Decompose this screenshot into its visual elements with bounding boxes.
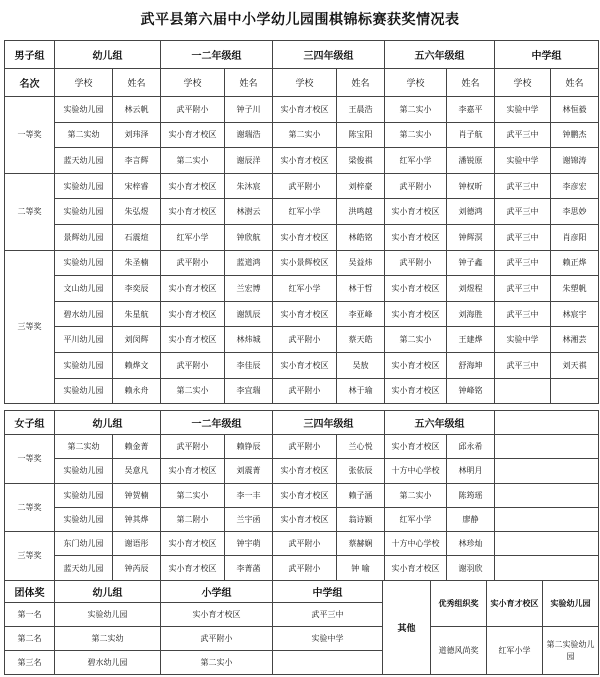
- name-cell: 钟权昕: [447, 173, 495, 199]
- school-cell: 实验幼儿园: [55, 507, 113, 531]
- other-header: 实验幼儿园: [543, 581, 599, 627]
- school-cell: 武平三中: [495, 276, 551, 302]
- name-cell: 宋梓睿: [113, 173, 161, 199]
- name-cell: 钟芮辰: [113, 556, 161, 580]
- name-cell: 谢羽欣: [447, 556, 495, 580]
- school-cell: 红军小学: [385, 148, 447, 174]
- school-cell: 实验幼儿园: [55, 199, 113, 225]
- name-cell: 刘闵辉: [113, 327, 161, 353]
- school-cell: 实小育才校区: [273, 507, 337, 531]
- name-cell: 钟峰铭: [447, 378, 495, 404]
- other-value: 第二实验幼儿园: [543, 627, 599, 675]
- school-cell: 实小育才校区: [161, 173, 225, 199]
- empty-cell: [495, 532, 599, 556]
- name-cell: 赖永舟: [113, 378, 161, 404]
- prize-row: [5, 301, 599, 327]
- name-cell: 朱圣楠: [113, 250, 161, 276]
- prize-row: [5, 224, 599, 250]
- name-cell: 李亚峰: [337, 301, 385, 327]
- school-cell: 景辉幼儿园: [55, 224, 113, 250]
- school-cell: 实小育才校区: [273, 148, 337, 174]
- school-cell: 实小育才校区: [161, 122, 225, 148]
- name-cell: 吴敖: [337, 352, 385, 378]
- female-group-header: 一二年级组: [161, 411, 273, 435]
- school-cell: 实验幼儿园: [55, 250, 113, 276]
- team-cell: 实验幼儿园: [55, 603, 161, 627]
- empty-cell: [495, 556, 599, 580]
- school-cell: 实验中学: [495, 148, 551, 174]
- male-group-row: [5, 41, 599, 69]
- prize-label: 一等奖: [5, 435, 55, 484]
- name-cell: 谢锦涛: [551, 148, 599, 174]
- prize-row: [5, 199, 599, 225]
- name-cell: 钟宇萌: [225, 532, 273, 556]
- school-cell: 武平附小: [273, 173, 337, 199]
- school-label: 学校: [495, 69, 551, 97]
- empty-cell: [495, 411, 599, 435]
- female-group-header: 五六年级组: [385, 411, 495, 435]
- empty-cell: [495, 435, 599, 459]
- prize-row: [5, 97, 599, 123]
- school-cell: 实小育才校区: [273, 224, 337, 250]
- school-cell: 实小育才校区: [161, 532, 225, 556]
- name-cell: 梁俊祺: [337, 148, 385, 174]
- team-cell: 第二实幼: [55, 627, 161, 651]
- name-cell: 钟子川: [225, 97, 273, 123]
- other-header: 优秀组织奖: [431, 581, 487, 627]
- school-cell: 武平附小: [273, 435, 337, 459]
- name-cell: 林明月: [447, 459, 495, 483]
- name-cell: 钟贺楠: [113, 483, 161, 507]
- name-cell: 谢瑞浩: [225, 122, 273, 148]
- name-cell: 李思妙: [551, 199, 599, 225]
- team-table: [4, 580, 599, 675]
- name-cell: 林于瑜: [337, 378, 385, 404]
- school-cell: 武平附小: [273, 378, 337, 404]
- school-cell: 武平三中: [495, 250, 551, 276]
- name-cell: 朱弘煜: [113, 199, 161, 225]
- name-cell: 林澍云: [225, 199, 273, 225]
- prize-label: 三等奖: [5, 250, 55, 404]
- female-section-label: 女子组: [5, 411, 55, 435]
- school-cell: 实小育才校区: [385, 352, 447, 378]
- team-group-header: 幼儿组: [55, 581, 161, 603]
- name-cell: 刘梓豪: [337, 173, 385, 199]
- school-cell: 武平三中: [495, 301, 551, 327]
- team-section-label: 团体奖: [5, 581, 55, 603]
- school-cell: 实小育才校区: [385, 556, 447, 580]
- name-cell: 朱塑帆: [551, 276, 599, 302]
- school-cell: 第二实小: [385, 122, 447, 148]
- team-group-header: 中学组: [273, 581, 383, 603]
- name-cell: 吴益炜: [337, 250, 385, 276]
- name-cell: 钟欣航: [225, 224, 273, 250]
- school-cell: 文山幼儿园: [55, 276, 113, 302]
- team-cell: [273, 651, 383, 675]
- school-cell: 实小育才校区: [161, 199, 225, 225]
- other-value: 道德风尚奖: [431, 627, 487, 675]
- school-cell: 红军小学: [385, 507, 447, 531]
- school-cell: 实验幼儿园: [55, 173, 113, 199]
- team-cell: 武平附小: [161, 627, 273, 651]
- other-label: 其他: [383, 581, 431, 675]
- name-label: 姓名: [551, 69, 599, 97]
- name-cell: 谢辰洋: [225, 148, 273, 174]
- school-cell: 第二实幼: [55, 435, 113, 459]
- team-cell: 实小育才校区: [161, 603, 273, 627]
- school-cell: [495, 378, 551, 404]
- rank-label: 名次: [5, 69, 55, 97]
- name-cell: 林炜城: [225, 327, 273, 353]
- name-cell: 李嘉平: [447, 97, 495, 123]
- school-cell: 实小景辉校区: [273, 250, 337, 276]
- school-cell: 武平附小: [273, 327, 337, 353]
- male-group-header: 三四年级组: [273, 41, 385, 69]
- school-cell: 实小育才校区: [161, 301, 225, 327]
- team-cell: 武平三中: [273, 603, 383, 627]
- school-cell: 实小育才校区: [385, 199, 447, 225]
- name-cell: 刘海胜: [447, 301, 495, 327]
- name-cell: 李佳辰: [225, 352, 273, 378]
- name-cell: 林恒毅: [551, 97, 599, 123]
- school-cell: 实验中学: [495, 97, 551, 123]
- name-cell: 廖静: [447, 507, 495, 531]
- name-cell: 钟 喻: [337, 556, 385, 580]
- school-cell: 实验中学: [495, 327, 551, 353]
- prize-label: 二等奖: [5, 483, 55, 532]
- name-cell: 洪鸣越: [337, 199, 385, 225]
- male-section-label: 男子组: [5, 41, 55, 69]
- school-cell: 实验幼儿园: [55, 97, 113, 123]
- name-cell: 蔡天皓: [337, 327, 385, 353]
- prize-row: [5, 459, 599, 483]
- school-cell: 平川幼儿园: [55, 327, 113, 353]
- school-label: 学校: [385, 69, 447, 97]
- school-cell: 第二附小: [161, 507, 225, 531]
- school-cell: 实小育才校区: [385, 301, 447, 327]
- empty-cell: [495, 507, 599, 531]
- school-cell: 第二实小: [161, 378, 225, 404]
- name-label: 姓名: [113, 69, 161, 97]
- school-label: 学校: [55, 69, 113, 97]
- name-cell: 钟辉溟: [447, 224, 495, 250]
- prize-row: [5, 483, 599, 507]
- name-cell: 朱星航: [113, 301, 161, 327]
- male-group-header: 一二年级组: [161, 41, 273, 69]
- team-rank: 第三名: [5, 651, 55, 675]
- prize-row: [5, 507, 599, 531]
- female-group-header: 幼儿组: [55, 411, 161, 435]
- team-cell: 第二实小: [161, 651, 273, 675]
- school-cell: 实验幼儿园: [55, 378, 113, 404]
- school-cell: 武平附小: [273, 556, 337, 580]
- school-cell: 蓝天幼儿园: [55, 148, 113, 174]
- school-cell: 实小育才校区: [385, 378, 447, 404]
- name-cell: 刘天祺: [551, 352, 599, 378]
- female-group-header: 三四年级组: [273, 411, 385, 435]
- female-group-row: [5, 411, 599, 435]
- school-cell: 实验幼儿园: [55, 483, 113, 507]
- school-cell: 实小育才校区: [273, 97, 337, 123]
- prize-label: 一等奖: [5, 97, 55, 174]
- name-cell: 钟子鑫: [447, 250, 495, 276]
- school-cell: 实小育才校区: [273, 459, 337, 483]
- prize-row: [5, 173, 599, 199]
- name-cell: 林珍灿: [447, 532, 495, 556]
- name-cell: 谢语彤: [113, 532, 161, 556]
- other-value: 红军小学: [487, 627, 543, 675]
- prize-row: [5, 148, 599, 174]
- school-cell: 武平附小: [161, 97, 225, 123]
- name-cell: 肖子航: [447, 122, 495, 148]
- team-header-row: [5, 581, 599, 603]
- prize-row: [5, 122, 599, 148]
- name-cell: 蔡赫娴: [337, 532, 385, 556]
- school-cell: 实小育才校区: [161, 327, 225, 353]
- name-cell: 王建烨: [447, 327, 495, 353]
- school-label: 学校: [273, 69, 337, 97]
- female-table: [4, 410, 599, 581]
- name-cell: 陈宝阳: [337, 122, 385, 148]
- name-label: 姓名: [447, 69, 495, 97]
- school-cell: 武平三中: [495, 224, 551, 250]
- school-cell: 武平三中: [495, 122, 551, 148]
- school-cell: 实小育才校区: [161, 459, 225, 483]
- name-cell: 蓝道鸿: [225, 250, 273, 276]
- school-cell: 红军小学: [273, 199, 337, 225]
- school-cell: 实小育才校区: [385, 435, 447, 459]
- team-group-header: 小学组: [161, 581, 273, 603]
- team-rank: 第一名: [5, 603, 55, 627]
- school-cell: 武平三中: [495, 199, 551, 225]
- school-cell: 实小育才校区: [161, 276, 225, 302]
- name-cell: 肖彦阳: [551, 224, 599, 250]
- male-group-header: 五六年级组: [385, 41, 495, 69]
- name-cell: 赖铮辰: [225, 435, 273, 459]
- name-cell: 林云帆: [113, 97, 161, 123]
- team-rank: 第二名: [5, 627, 55, 651]
- empty-cell: [495, 483, 599, 507]
- name-label: 姓名: [225, 69, 273, 97]
- school-cell: 十方中心学校: [385, 459, 447, 483]
- name-cell: 钟其烨: [113, 507, 161, 531]
- name-cell: 潘锐原: [447, 148, 495, 174]
- school-cell: 武平附小: [161, 250, 225, 276]
- school-cell: 红军小学: [273, 276, 337, 302]
- school-cell: 实小育才校区: [273, 301, 337, 327]
- female-body: [5, 435, 599, 581]
- school-cell: 实验幼儿园: [55, 459, 113, 483]
- school-cell: 第二实小: [161, 148, 225, 174]
- name-cell: 兰宇函: [225, 507, 273, 531]
- male-subheader-row: [5, 69, 599, 97]
- school-cell: 实小育才校区: [161, 556, 225, 580]
- page-title: 武平县第六届中小学幼儿园围棋锦标赛获奖情况表: [140, 12, 460, 28]
- school-cell: 实小育才校区: [273, 483, 337, 507]
- name-cell: 赖正烨: [551, 250, 599, 276]
- male-group-header: 中学组: [495, 41, 599, 69]
- name-cell: 刘德鸿: [447, 199, 495, 225]
- name-cell: 林宸宇: [551, 301, 599, 327]
- name-cell: 石震煊: [113, 224, 161, 250]
- school-cell: 武平三中: [495, 352, 551, 378]
- school-cell: 碧水幼儿园: [55, 301, 113, 327]
- school-cell: 第二实小: [385, 327, 447, 353]
- school-cell: 第二实幼: [55, 122, 113, 148]
- school-cell: 武平附小: [273, 532, 337, 556]
- name-cell: 李彦宏: [551, 173, 599, 199]
- name-cell: 邱永希: [447, 435, 495, 459]
- name-cell: 刘玮泽: [113, 122, 161, 148]
- name-cell: 赖金菁: [113, 435, 161, 459]
- name-cell: 李一丰: [225, 483, 273, 507]
- name-cell: 李宜瑞: [225, 378, 273, 404]
- name-cell: 陈筠瑶: [447, 483, 495, 507]
- prize-row: [5, 352, 599, 378]
- prize-row: [5, 435, 599, 459]
- prize-row: [5, 556, 599, 580]
- male-table: [4, 40, 599, 404]
- prize-row: [5, 327, 599, 353]
- name-cell: 李奕辰: [113, 276, 161, 302]
- name-cell: 谢凯辰: [225, 301, 273, 327]
- school-cell: 武平附小: [385, 250, 447, 276]
- team-row: [5, 627, 599, 651]
- name-cell: 张依辰: [337, 459, 385, 483]
- prize-row: [5, 276, 599, 302]
- school-cell: 实验幼儿园: [55, 352, 113, 378]
- name-cell: 翁诗颖: [337, 507, 385, 531]
- name-label: 姓名: [337, 69, 385, 97]
- school-cell: 蓝天幼儿园: [55, 556, 113, 580]
- name-cell: 舒海坤: [447, 352, 495, 378]
- school-cell: 武平三中: [495, 173, 551, 199]
- school-cell: 第二实小: [161, 483, 225, 507]
- name-cell: 林湘芸: [551, 327, 599, 353]
- name-cell: 吴意凡: [113, 459, 161, 483]
- name-cell: [551, 378, 599, 404]
- name-cell: 兰心悦: [337, 435, 385, 459]
- school-cell: 实小育才校区: [273, 352, 337, 378]
- school-label: 学校: [161, 69, 225, 97]
- school-cell: 武平附小: [161, 435, 225, 459]
- name-cell: 兰宏博: [225, 276, 273, 302]
- name-cell: 李菁菡: [225, 556, 273, 580]
- school-cell: 第二实小: [273, 122, 337, 148]
- name-cell: 朱沐宸: [225, 173, 273, 199]
- school-cell: 武平附小: [385, 173, 447, 199]
- school-cell: 十方中心学校: [385, 532, 447, 556]
- school-cell: 实小育才校区: [385, 224, 447, 250]
- team-cell: 碧水幼儿园: [55, 651, 161, 675]
- prize-row: [5, 378, 599, 404]
- prize-row: [5, 250, 599, 276]
- other-header: 实小育才校区: [487, 581, 543, 627]
- male-body: [5, 97, 599, 404]
- male-group-header: 幼儿组: [55, 41, 161, 69]
- name-cell: 林于哲: [337, 276, 385, 302]
- name-cell: 赖子涵: [337, 483, 385, 507]
- prize-row: [5, 532, 599, 556]
- school-cell: 红军小学: [161, 224, 225, 250]
- school-cell: 东门幼儿园: [55, 532, 113, 556]
- name-cell: 林皓铭: [337, 224, 385, 250]
- name-cell: 刘煜程: [447, 276, 495, 302]
- prize-label: 三等奖: [5, 532, 55, 581]
- prize-label: 二等奖: [5, 173, 55, 250]
- team-cell: 实验中学: [273, 627, 383, 651]
- school-cell: 武平附小: [161, 352, 225, 378]
- name-cell: 王晨浩: [337, 97, 385, 123]
- empty-cell: [495, 459, 599, 483]
- school-cell: 第二实小: [385, 483, 447, 507]
- school-cell: 第二实小: [385, 97, 447, 123]
- name-cell: 钟鹏杰: [551, 122, 599, 148]
- name-cell: 李言辉: [113, 148, 161, 174]
- name-cell: 赖烨文: [113, 352, 161, 378]
- name-cell: 刘震菁: [225, 459, 273, 483]
- school-cell: 实小育才校区: [385, 276, 447, 302]
